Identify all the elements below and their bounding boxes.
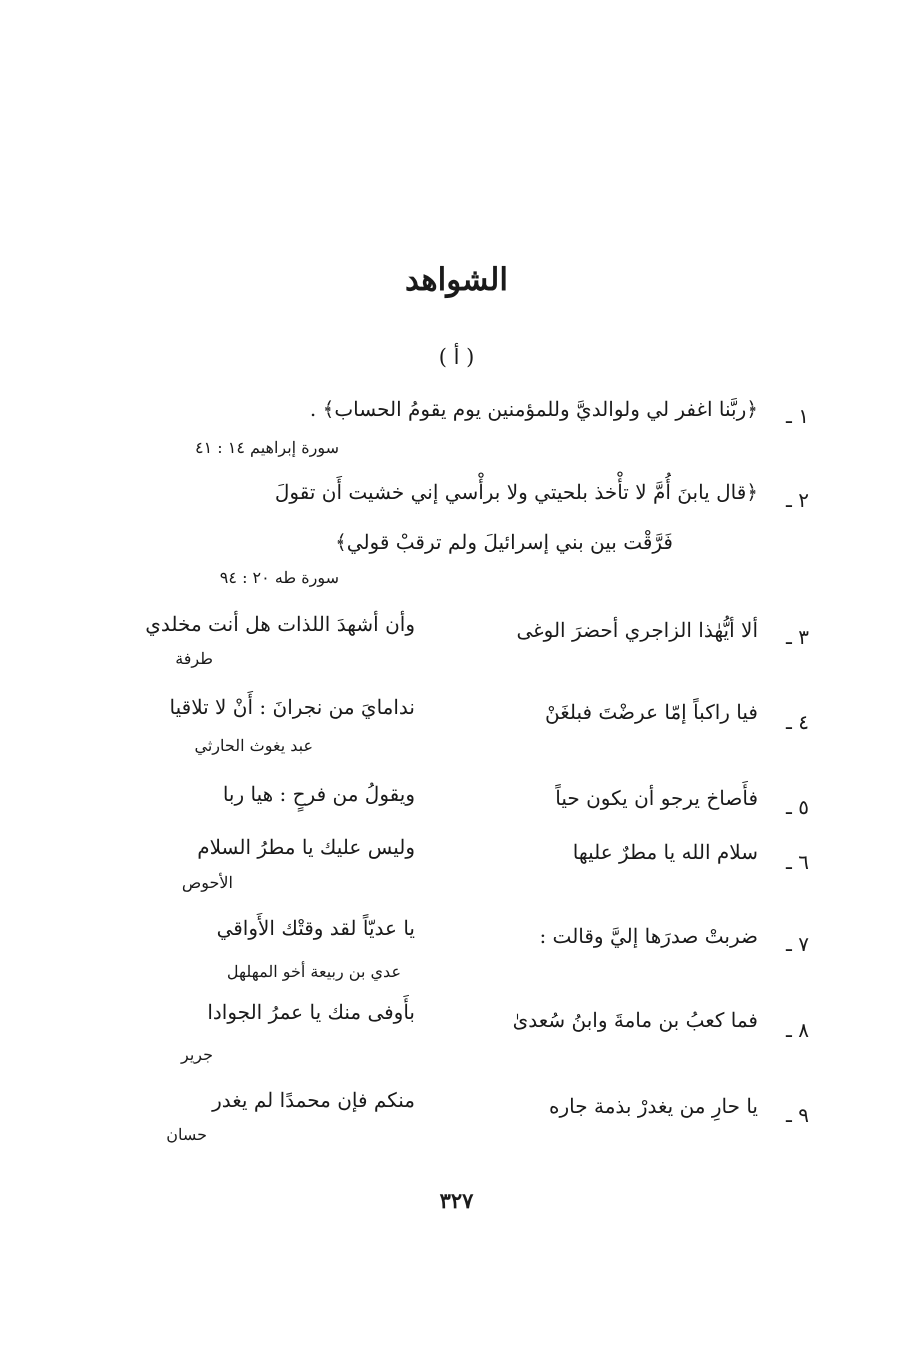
entry-number: ٤ ـ: [786, 710, 809, 734]
verse-first-hemistich: ألا أيُّهٰذا الزاجري أحضرَ الوغى: [516, 618, 758, 642]
poet-name: جرير: [181, 1045, 213, 1064]
entry-number: ٥ ـ: [786, 795, 809, 819]
verse-second-hemistich: يا عديّاً لقد وقتْك الأَواقي: [216, 916, 415, 940]
quran-verse-line: ﴿ربَّنا اغفر لي ولوالديَّ وللمؤمنين يوم يقومُ الحساب﴾ .: [309, 397, 758, 421]
verse-first-hemistich: يا حارِ من يغدرْ بذمة جاره: [549, 1094, 758, 1118]
verse-first-hemistich: فما كعبُ بن مامةَ وابنُ سُعدىٰ: [512, 1008, 758, 1032]
entry-number: ٨ ـ: [786, 1018, 809, 1042]
poet-name: حسان: [166, 1125, 207, 1144]
verse-second-hemistich: ويقولُ من فرحٍ : هيا ربا: [222, 782, 415, 806]
quran-verse-line: فَرَّقْت بين بني إسرائيلَ ولم ترقبْ قولي﴾: [335, 530, 673, 554]
entry-number: ١ ـ: [786, 404, 809, 428]
verse-second-hemistich: وأن أشهدَ اللذات هل أنت مخلدي: [145, 612, 415, 636]
entry-number: ٧ ـ: [786, 932, 809, 956]
page-number: ٣٢٧: [439, 1188, 474, 1213]
poet-name: طرفة: [175, 649, 213, 668]
verse-first-hemistich: فيا راكباً إمّا عرضْتَ فبلغَنْ: [544, 700, 758, 724]
quran-source: سورة طه ٢٠ : ٩٤: [219, 568, 339, 587]
quran-verse-line: ﴿قال يابنَ أُمَّ لا تأْخذ بلحيتي ولا برأْسي إني خشيت أَن تقولَ: [274, 480, 758, 504]
section-heading: ( أ ): [438, 345, 475, 369]
verse-second-hemistich: ندامايَ من نجرانَ : أَنْ لا تلاقيا: [169, 695, 415, 719]
verse-first-hemistich: ضربتْ صدرَها إليَّ وقالت :: [539, 924, 758, 948]
poet-name: عدي بن ربيعة أخو المهلهل: [226, 962, 401, 981]
verse-second-hemistich: منكم فإن محمدًا لم يغدر: [212, 1088, 415, 1112]
entry-number: ٢ ـ: [786, 488, 809, 512]
quran-source: سورة إبراهيم ١٤ : ٤١: [195, 438, 339, 457]
verse-first-hemistich: فأَصاخ يرجو أن يكون حياً: [555, 786, 758, 810]
poet-name: الأحوص: [181, 873, 233, 892]
verse-first-hemistich: سلام الله يا مطرٌ عليها: [572, 840, 758, 864]
verse-second-hemistich: وليس عليك يا مطرُ السلام: [197, 835, 415, 859]
page-title: الشواهد: [405, 262, 508, 298]
entry-number: ٣ ـ: [786, 625, 809, 649]
entry-number: ٩ ـ: [786, 1103, 809, 1127]
poet-name: عبد يغوث الحارثي: [194, 736, 313, 755]
entry-number: ٦ ـ: [786, 850, 809, 874]
verse-second-hemistich: بأَوفى منك يا عمرُ الجوادا: [207, 1000, 415, 1024]
